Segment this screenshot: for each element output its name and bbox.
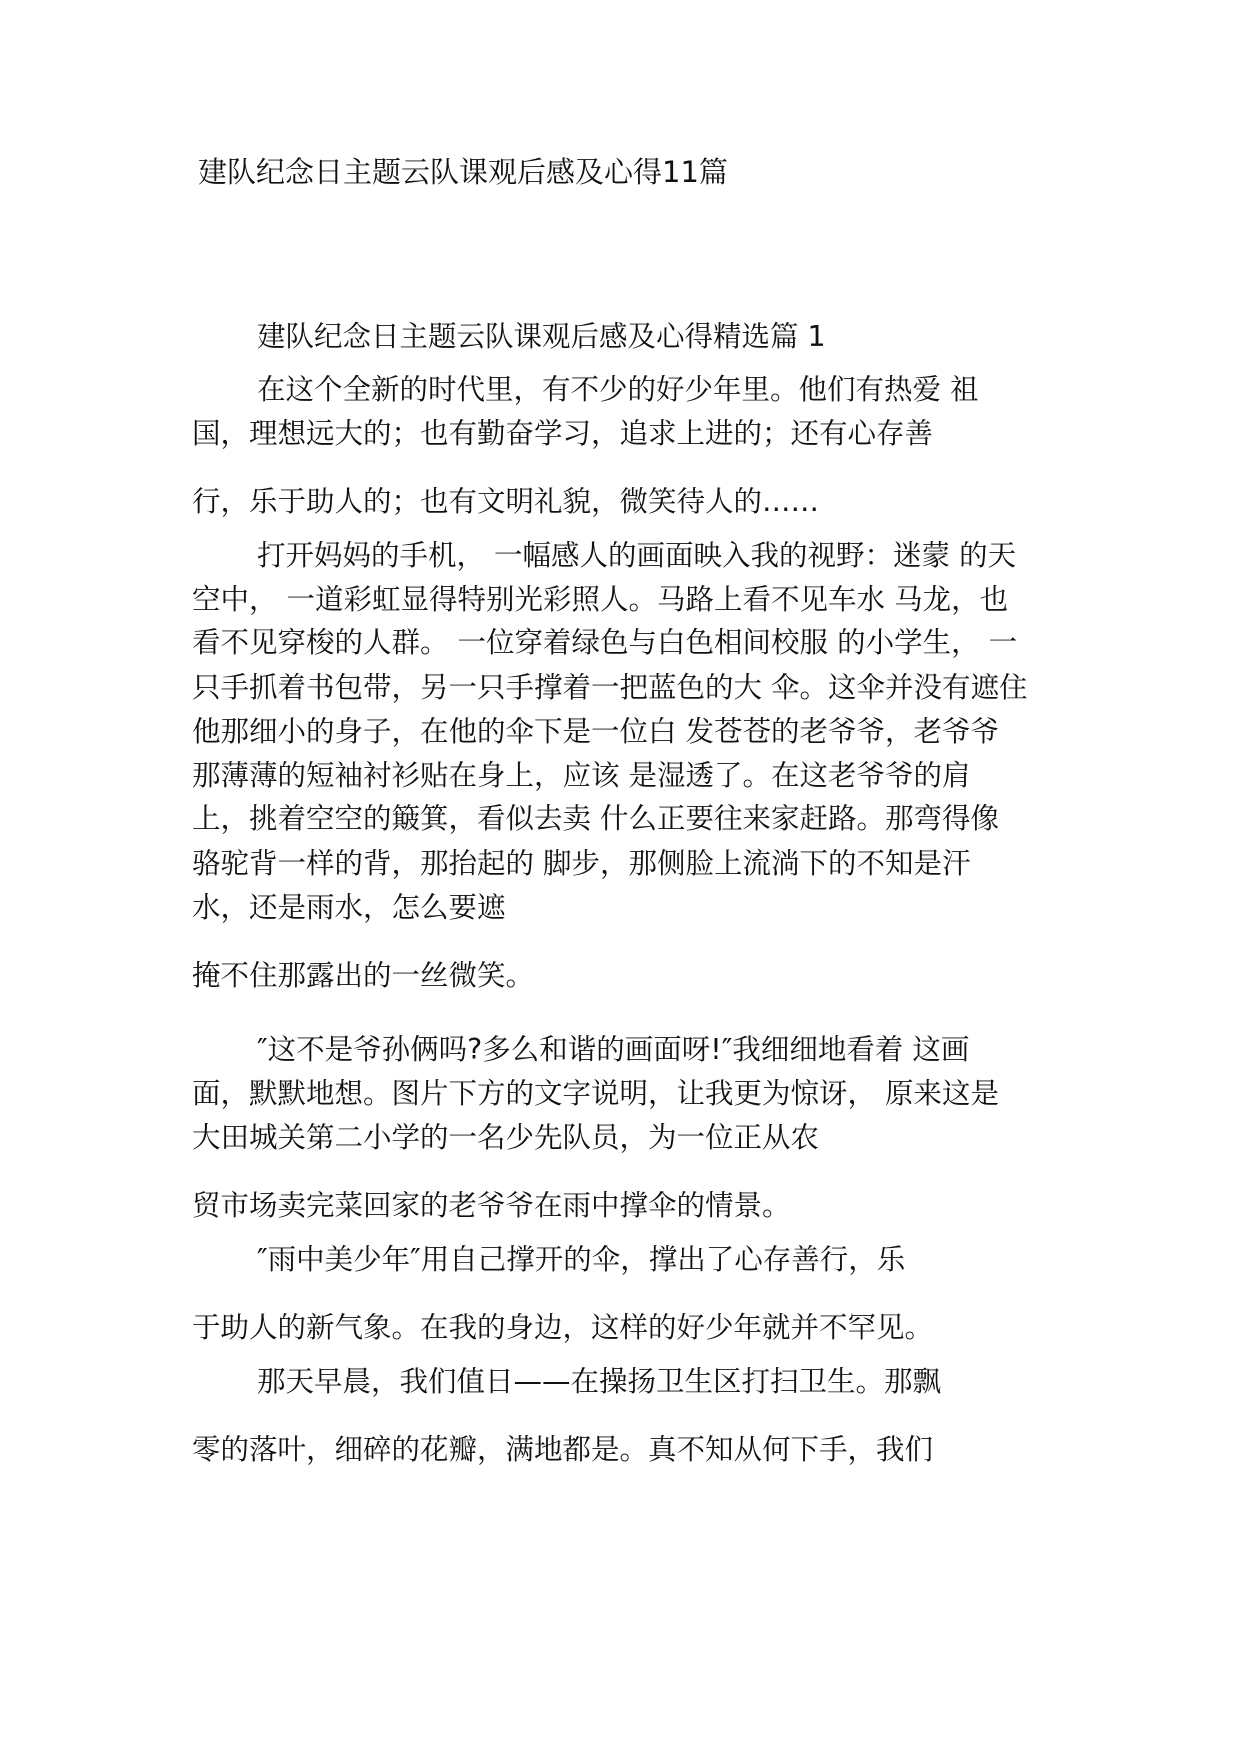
text-line: 水，还是雨水，怎么要遮 [192, 891, 506, 924]
text-line: 看不见穿梭的人群。 一位穿着绿色与白色相间校服 的小学生， 一 [192, 626, 1018, 659]
text-line: 上，挑着空空的簸箕，看似去卖 什么正要往来家赶路。那弯得像 [192, 802, 1000, 835]
text-line: 于助人的新气象。在我的身边，这样的好少年就并不罕见。 [192, 1311, 934, 1344]
text-line: 他那细小的身子，在他的伞下是一位白 发苍苍的老爷爷，老爷爷 [192, 715, 1000, 748]
text-line: 空中， 一道彩虹显得特别光彩照人。马路上看不见车水 马龙，也 [192, 583, 1009, 616]
document-title: 建队纪念日主题云队课观后感及心得11篇 [198, 155, 728, 189]
text-line: 大田城关第二小学的一名少先队员，为一位正从农 [192, 1121, 820, 1154]
text-line: 面，默默地想。图片下方的文字说明，让我更为惊讶， 原来这是 [192, 1077, 1000, 1110]
text-line: ″雨中美少年″用自己撑开的伞，撑出了心存善行，乐 [257, 1243, 906, 1276]
text-line: 在这个全新的时代里，有不少的好少年里。他们有热爱 祖 [257, 373, 979, 406]
text-line: 国，理想远大的；也有勤奋学习，追求上进的；还有心存善 [192, 417, 934, 450]
text-line: 贸市场卖完菜回家的老爷爷在雨中撑伞的情景。 [192, 1189, 791, 1222]
text-line: 打开妈妈的手机， 一幅感人的画面映入我的视野：迷蒙 的天 [257, 539, 1017, 572]
text-line: 那天早晨，我们值日——在操扬卫生区打扫卫生。那飘 [257, 1365, 942, 1398]
text-line: 那薄薄的短袖衬衫贴在身上，应该 是湿透了。在这老爷爷的肩 [192, 759, 971, 792]
text-line: 骆驼背一样的背，那抬起的 脚步，那侧脸上流淌下的不知是汗 [192, 847, 971, 880]
text-line: 零的落叶，细碎的花瓣，满地都是。真不知从何下手，我们 [192, 1433, 934, 1466]
text-line: 行，乐于助人的；也有文明礼貌，微笑待人的…… [192, 485, 820, 518]
text-line: 掩不住那露出的一丝微笑。 [192, 959, 535, 992]
text-line: ″这不是爷孙俩吗?多么和谐的画面呀!″我细细地看着 这画 [257, 1033, 970, 1066]
text-line: 只手抓着书包带，另一只手撑着一把蓝色的大 伞。这伞并没有遮住 [192, 671, 1028, 704]
section-heading: 建队纪念日主题云队课观后感及心得精选篇 1 [257, 320, 826, 353]
